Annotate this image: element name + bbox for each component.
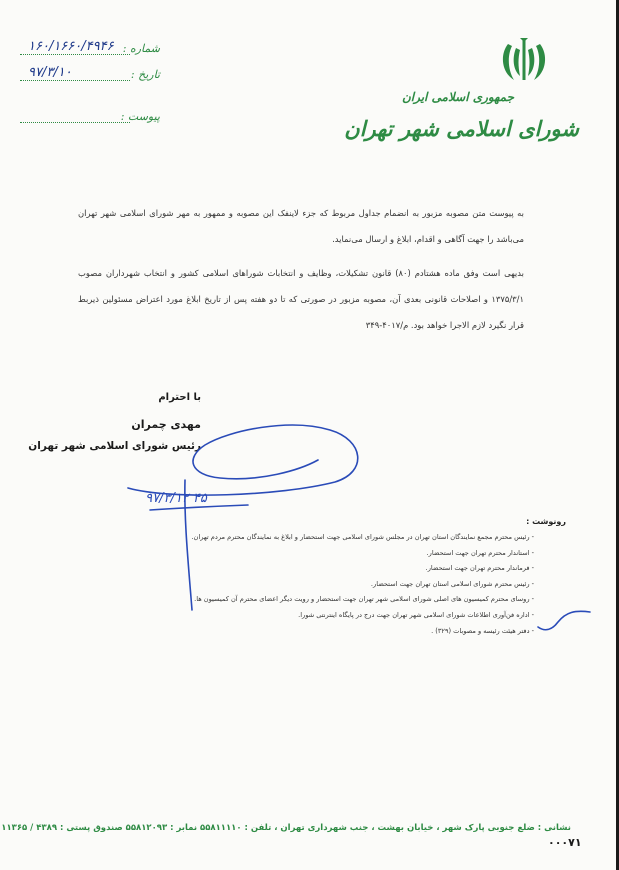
note-underline: [150, 505, 248, 510]
dotted-line: [20, 122, 130, 123]
letter-date-row: [20, 66, 160, 88]
country-name: جمهوری اسلامی ایران: [401, 90, 514, 104]
signatory-title: رئیس شورای اسلامی شهر تهران: [28, 440, 201, 452]
letter-date-value: ۹۷/۳/۱۰: [28, 65, 72, 80]
body-paragraph-2: بدیهی است وفق ماده هشتادم (۸۰) قانون تشکیلات، وظایف و انتخابات شوراهای اسلامی کشور و انتخاب شهرداران مصوب ۱۳۷۵/۳/۱ و اصلاحات قانونی بعدی آن، مصوبه مزبور در صورتی که تا دو هفته پس از تاریخ ابلاغ مورد اعتراض مسئولین ذیربط قرار نگیرد لازم الاجرا خواهد بود. م/۴۰۱۷-۳۴۹: [78, 268, 524, 330]
attachment-row: [20, 108, 160, 130]
letter-number-row: [20, 40, 160, 62]
cc-item: - فرماندار محترم تهران جهت استحضار.: [425, 564, 534, 573]
cc-item: - استاندار محترم تهران جهت استحضار.: [426, 548, 534, 557]
attachment-label: پیوست :: [120, 110, 160, 123]
body-paragraph-1: به پیوست متن مصوبه مزبور به انضمام جداول مربوط که جزء لاینفک این مصوبه و ممهور به مهر شورای اسلامی شهر تهران می‌باشد را جهت آگاهی و اقدام، ابلاغ و ارسال می‌نماید.: [78, 208, 524, 244]
iran-emblem-icon: [498, 36, 550, 86]
signature-stroke: [128, 425, 358, 495]
letter-number-value: ۱۶۰/۱۶۶۰/۴۹۴۶: [28, 39, 114, 54]
cc-item: - رئیس محترم شورای اسلامی استان تهران جهت استحضار.: [370, 579, 534, 588]
cc-item: - اداره فن‌آوری اطلاعات شورای اسلامی شهر تهران جهت درج در پایگاه اینترنتی شورا.: [298, 610, 534, 619]
letter-number-label: شماره :: [122, 42, 160, 55]
closing-greeting: با احترام: [158, 392, 201, 403]
cc-item: - رئیس محترم مجمع نمایندگان استان تهران در مجلس شورای اسلامی جهت استحضار و ابلاغ به نمایندگان محترم مردم تهران.: [191, 533, 534, 541]
signatory-name: مهدی چمران: [131, 418, 201, 431]
dotted-line: [20, 54, 130, 55]
footer-serial-number: ۰۰۰۷۱: [548, 836, 582, 849]
dotted-line: [20, 80, 130, 81]
letter-date-label: تاریخ :: [130, 68, 160, 81]
footer-address: نشانی : ضلع جنوبی پارک شهر ، خیابان بهشت ، جنب شهرداری تهران ، تلفن : ۵۵۸۱۱۱۱۰ نمابر : ۵۵۸۱۲۰۹۳ صندوق پستی : ۴۳۸۹ / ۱۱۳۶۵: [1, 823, 571, 833]
cc-item: - دفتر هیئت رئیسه و مصوبات (۳۲۹) .: [431, 626, 534, 635]
cc-list: [84, 530, 534, 639]
handwritten-note: ۹۷/۳/۱۲ ۴۵: [145, 491, 207, 506]
council-name: شورای اسلامی شهر تهران: [344, 116, 579, 141]
cc-check-mark: [538, 611, 590, 629]
cc-item: - روسای محترم کمیسیون های اصلی شورای اسلامی شهر تهران جهت استحضار و رویت دیگر اعضای محترم آن کمیسیون ها.: [194, 595, 534, 604]
cc-heading: رونوشت :: [526, 517, 566, 526]
